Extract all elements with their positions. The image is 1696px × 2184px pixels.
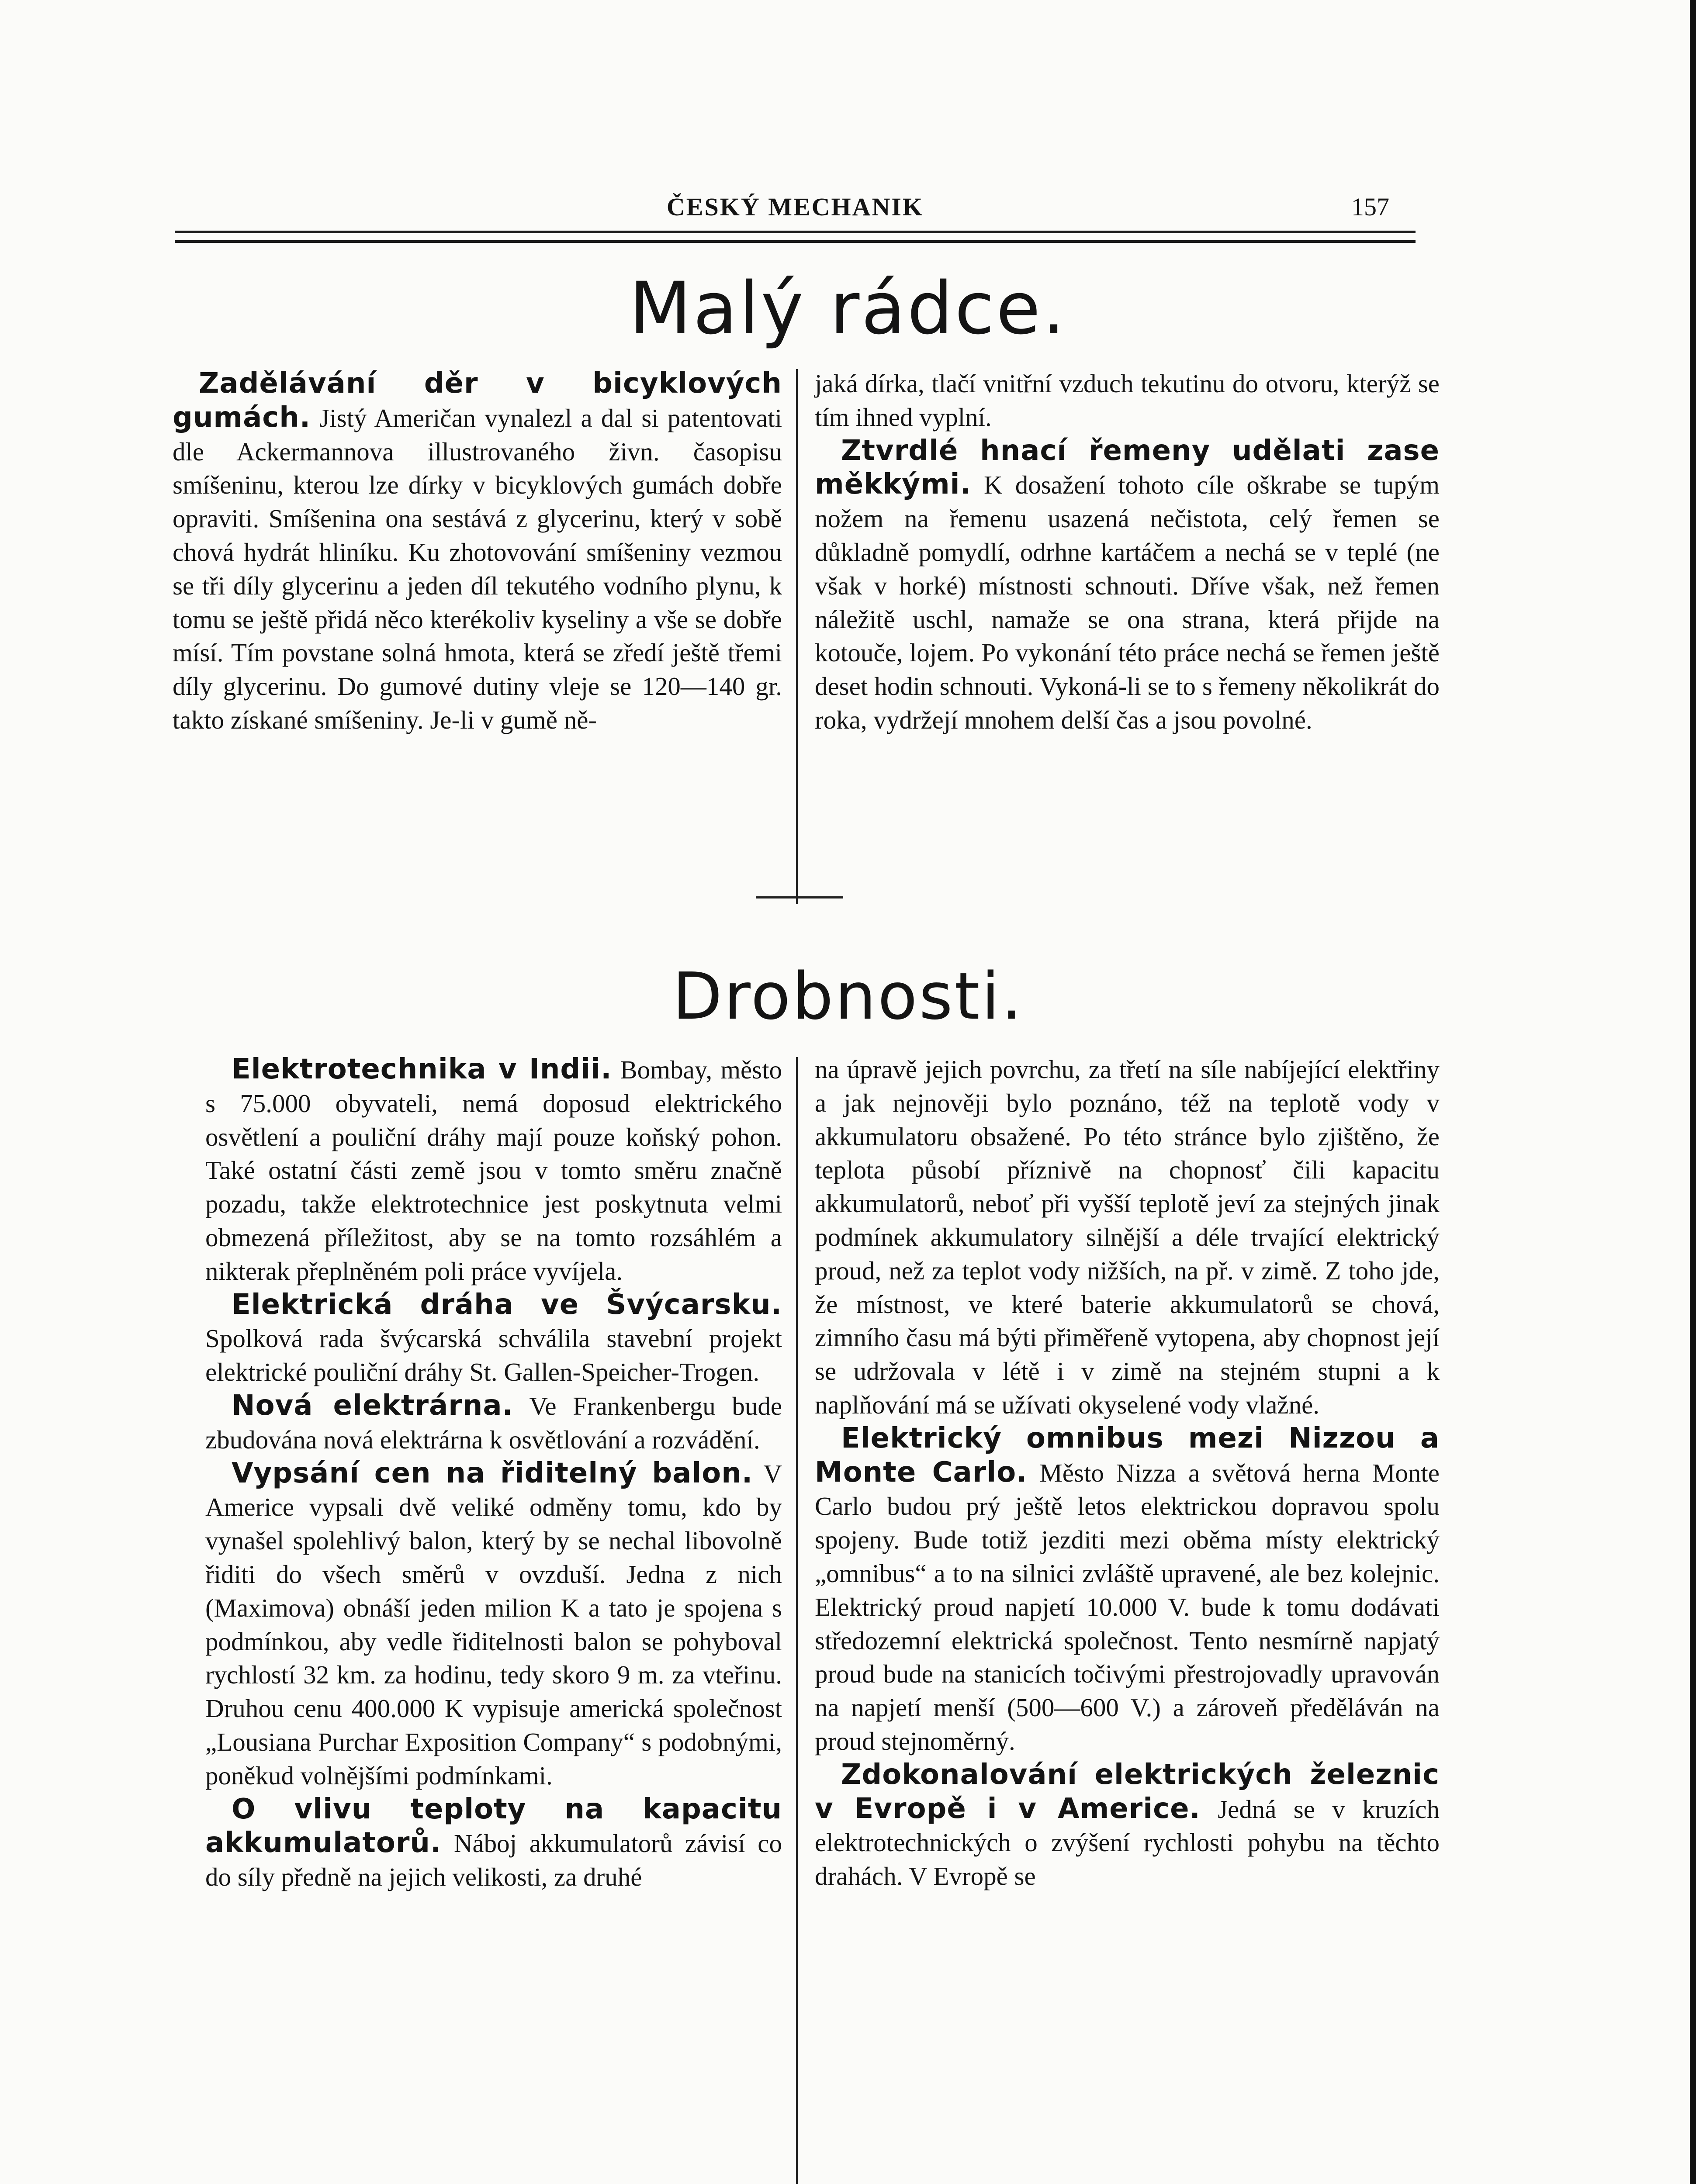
column-divider: [796, 1057, 798, 2184]
article-heading: Ztvrdlé hnací řemeny udělati zase měkkými.: [815, 434, 1440, 501]
article-paragraph: [205, 1389, 782, 1457]
article-paragraph: [815, 1422, 1440, 1758]
article-text: Jistý Američan vynalezl a dal si patentovati dle Ackermannova illustrovaného živn. časopisu smíšeninu, kterou lze dírky v bicyklových gumách dobře opraviti. Smíšenina ona sestává z glycerinu, který v sobě chová hydrát hliníku. Ku zhotovování smíšeniny vezmou se tři díly glycerinu a jeden díl tekutého vodního plynu, k tomu se ještě přidá něco kterékoliv kyseliny a vše se dobře mísí. Tím povstane solná hmota, která se zředí ještě třemi díly glycerinu. Do gumové dutiny vleje se 120—140 gr. takto získané smíšeniny. Je-li v gumě ně-: [173, 403, 782, 734]
article-heading: Zadělávání děr v bicyklových gumách.: [173, 367, 782, 434]
article-text: Ve Frankenbergu bude zbudována nová elektrárna k osvětlování a rozvádění.: [205, 1391, 782, 1454]
article-paragraph: [205, 1288, 782, 1389]
article-paragraph: [205, 1053, 782, 1288]
article-text: Jedná se v kruzích elektrotechnických o zvýšení rychlosti pohybu na těchto drahách. V Evropě se: [815, 1794, 1440, 1891]
article-heading: Vypsání cen na řiditelný balon.: [232, 1457, 753, 1489]
article-paragraph-continued: [815, 367, 1440, 434]
article-text: Spolková rada švýcarská schválila stavební projekt elektrické pouliční dráhy St. Gallen-Speicher-Trogen.: [205, 1324, 782, 1387]
section-separator: [756, 896, 843, 898]
article-heading: Elektrická dráha ve Švýcarsku.: [232, 1288, 782, 1321]
article-paragraph: [815, 1758, 1440, 1893]
article-heading: Elektrický omnibus mezi Nizzou a Monte Carlo.: [815, 1422, 1440, 1489]
section-title-maly-radce: Malý rádce.: [629, 266, 1067, 350]
column-right-section1: [815, 367, 1440, 737]
page-number: 157: [1351, 193, 1389, 221]
article-paragraph: [173, 367, 782, 737]
column-right-section2: [815, 1053, 1440, 1893]
article-paragraph-continued: [815, 1053, 1440, 1422]
article-paragraph: [205, 1793, 782, 1894]
article-text: jaká dírka, tlačí vnitřní vzduch tekutinu do otvoru, kterýž se tím ihned vyplní.: [815, 369, 1440, 432]
article-paragraph: [205, 1457, 782, 1793]
article-text: Náboj akkumulatorů závisí co do síly předně na jejich velikosti, za druhé: [205, 1829, 782, 1892]
header-rule-bottom: [175, 240, 1416, 243]
article-heading: Nová elektrárna.: [232, 1389, 513, 1422]
running-head: ČESKÝ MECHANIK: [666, 193, 924, 221]
article-text: na úpravě jejich povrchu, za třetí na síle nabíjející elektřiny a jak nejnověji bylo poznáno, též na teplotě vody v akkumulatoru obsažené. Po této stránce bylo zjištěno, že teplota působí příznivě na chopnosť čili kapacitu akkumulatorů, neboť při vyšší teplotě jeví za stejných jinak podmínek akkumulatory silnější a déle trvající elektrický proud, než za teplot vody nižších, na př. v zimě. Z toho jde, že místnost, ve které baterie akkumulatorů se chová, zimního času má býti přiměřeně vytopena, aby chopnost její se udržovala v létě i v zimě na stejném stupni a k naplňování má se užívati okyselené vody vlažné.: [815, 1055, 1440, 1419]
article-heading: O vlivu teploty na kapacitu akkumulatorů.: [205, 1793, 782, 1859]
column-left-section2: [205, 1053, 782, 1894]
article-text: K dosažení tohoto cíle oškrabe se tupým nožem na řemenu usazená nečistota, celý řemen se důkladně pomydlí, odrhne kartáčem a nechá se v teplé (ne však v horké) místnosti schnouti. Dříve však, než řemen náležitě uschl, namaže se ona strana, která přijde na kotouče, lojem. Po vykonání této práce nechá se řemen ještě deset hodin schnouti. Vykoná-li se to s řemeny několikrát do roka, vydržejí mnohem delší čas a jsou povolné.: [815, 470, 1440, 734]
article-text: V Americe vypsali dvě veliké odměny tomu, kdo by vynašel spolehlivý balon, který by se nechal libovolně řiditi do všech směrů v ovzduší. Jedna z nich (Maximova) obnáší jeden milion K a tato je spojena s podmínkou, aby vedle řiditelnosti balon se pohyboval rychlostí 32 km. za hodinu, tedy skoro 9 m. za vteřinu. Druhou cenu 400.000 K vypisuje americká společnost „Lousiana Purchar Exposition Company“ s podobnými, poněkud volnějšími podmínkami.: [205, 1459, 782, 1790]
article-text: Bombay, město s 75.000 obyvateli, nemá doposud elektrického osvětlení a pouliční dráhy mají pouze koňský pohon. Také ostatní části země jsou v tomto směru značně pozadu, takže elektrotechnice jest poskytnuta velmi obmezená příležitost, aby se na tomto rozsáhlém a nikterak přeplněném poli práce vyvíjela.: [205, 1055, 782, 1286]
article-paragraph: [815, 434, 1440, 737]
page-header: [175, 192, 1416, 227]
header-rule-top: [175, 231, 1416, 233]
section-title-drobnosti: Drobnosti.: [672, 959, 1024, 1034]
article-heading: Zdokonalování elektrických železnic v Evropě i v Americe.: [815, 1758, 1440, 1825]
column-left-section1: [173, 367, 782, 737]
article-heading: Elektrotechnika v Indii.: [232, 1053, 612, 1085]
article-text: Město Nizza a světová herna Monte Carlo budou prý ještě letos elektrickou dopravou spolu spojeny. Bude totiž jezditi mezi oběma místy elektrický „omnibus“ a to na silnici zvláště upravené, ale bez kolejnic. Elektrický proud napjetí 10.000 V. bude k tomu dodávati středozemní elektrická společnost. Tento nesmírně napjatý proud bude na stanicích točivými přestrojovadly upravován na napjetí menší (500—600 V.) a zároveň předěláván na proud stejnoměrný.: [815, 1458, 1440, 1755]
column-divider: [796, 369, 798, 904]
